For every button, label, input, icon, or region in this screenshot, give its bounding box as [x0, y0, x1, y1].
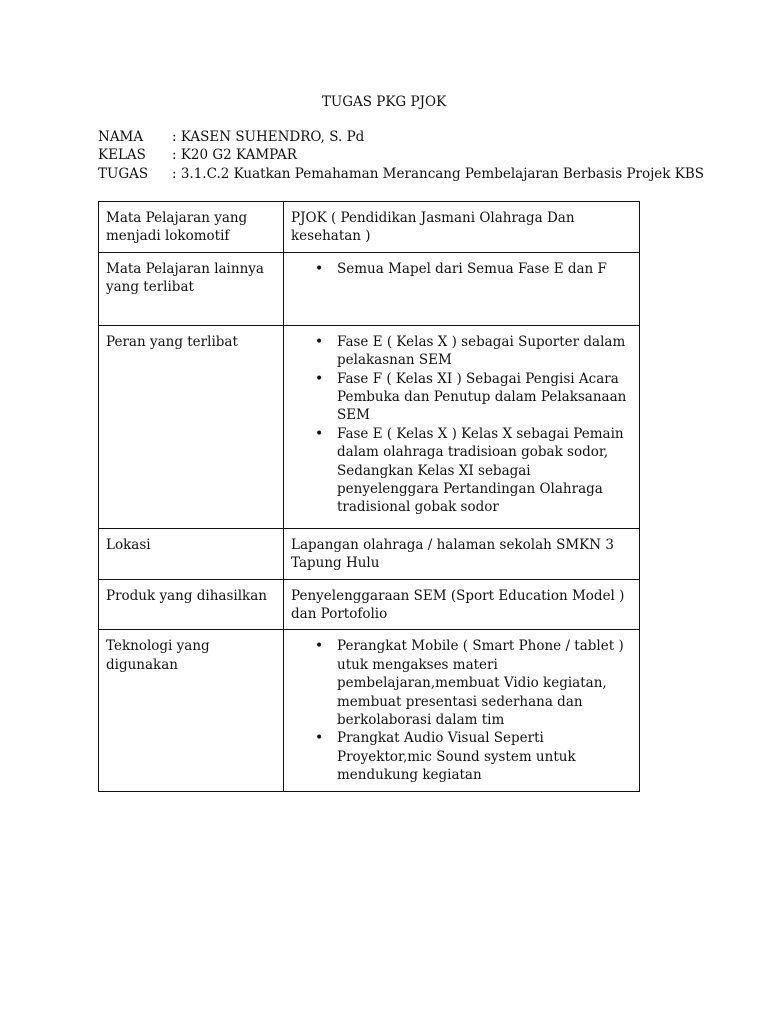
bullet-item: • Prangkat Audio Visual Seperti Proyektor,mic Sound system untuk mendukung kegiatan — [337, 729, 632, 784]
info-key: KELAS — [98, 147, 146, 164]
row-label: Peran yang terlibat — [99, 325, 284, 528]
info-row-tugas — [98, 165, 704, 183]
row-label: Produk yang dihasilkan — [99, 579, 284, 630]
row-content — [284, 252, 640, 325]
table-row — [99, 202, 640, 253]
info-value: : KASEN SUHENDRO, S. Pd — [172, 129, 365, 145]
bullet-item: • Fase E ( Kelas X ) Kelas X sebagai Pemain dalam olahraga tradisioan gobak sodor, Sedangkan Kelas XI sebagai penyelenggara Pertandingan Olahraga tradisional gobak sodor — [337, 425, 632, 517]
row-content — [284, 325, 640, 528]
bullet-item: • Semua Mapel dari Semua Fase E dan F — [337, 260, 632, 278]
info-row-kelas — [98, 146, 704, 164]
row-content: Penyelenggaraan SEM (Sport Education Model ) dan Portofolio — [284, 579, 640, 630]
bullet-item: • Fase E ( Kelas X ) sebagai Suporter dalam pelakasnan SEM — [337, 333, 632, 370]
row-label: Mata Pelajaran yang menjadi lokomotif — [99, 202, 284, 253]
table-row — [99, 325, 640, 528]
bullet-list — [291, 333, 632, 517]
info-block — [98, 128, 704, 183]
row-label: Teknologi yang digunakan — [99, 630, 284, 791]
row-label: Lokasi — [99, 528, 284, 579]
table-row — [99, 579, 640, 630]
bullet-list — [291, 260, 632, 278]
row-content — [284, 630, 640, 791]
table-row — [99, 630, 640, 791]
info-row-nama — [98, 128, 704, 146]
info-value: : K20 G2 KAMPAR — [172, 147, 297, 164]
bullet-list — [291, 637, 632, 784]
table-row — [99, 528, 640, 579]
info-value: : 3.1.C.2 Kuatkan Pemahaman Merancang Pembelajaran Berbasis Projek KBS — [172, 165, 705, 182]
table-row — [99, 252, 640, 325]
document-title: TUGAS PKG PJOK — [321, 94, 447, 110]
row-content: PJOK ( Pendidikan Jasmani Olahraga Dan kesehatan ) — [284, 202, 640, 253]
bullet-item: • Fase F ( Kelas XI ) Sebagai Pengisi Acara Pembuka dan Penutup dalam Pelaksanaan SEM — [337, 370, 632, 425]
row-label: Mata Pelajaran lainnya yang terlibat — [99, 252, 284, 325]
info-key: TUGAS — [98, 165, 149, 182]
info-key: NAMA — [98, 129, 144, 145]
project-table — [98, 201, 640, 792]
row-content: Lapangan olahraga / halaman sekolah SMKN 3 Tapung Hulu — [284, 528, 640, 579]
bullet-item: • Perangkat Mobile ( Smart Phone / tablet ) utuk mengakses materi pembelajaran,membuat Vidio kegiatan, membuat presentasi sederhana dan berkolaborasi dalam tim — [337, 637, 632, 729]
